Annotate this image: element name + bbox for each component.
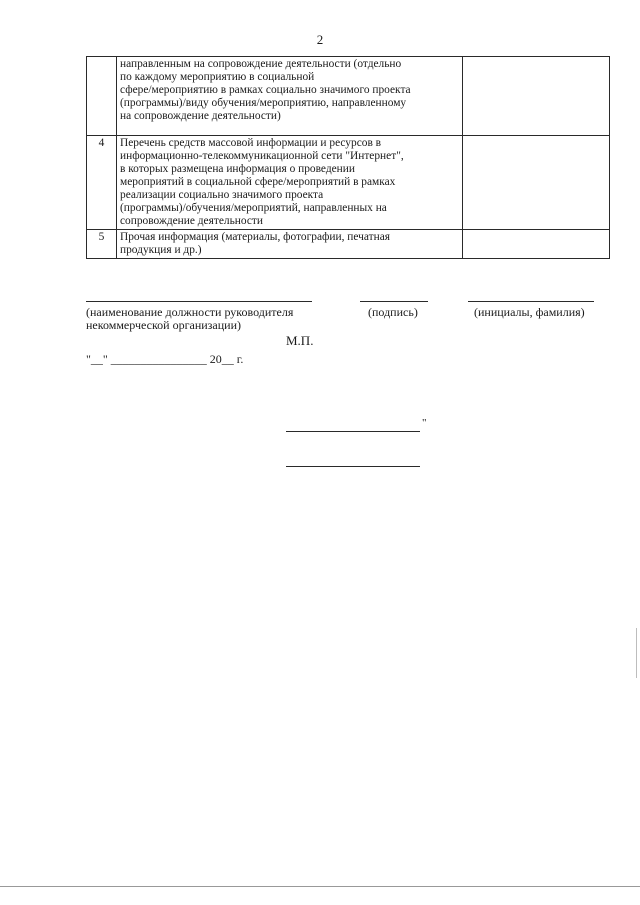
row-description (117, 57, 463, 136)
description-line: Прочая информация (материалы, фотографии, печатная (120, 231, 391, 243)
table-row (87, 136, 610, 230)
description-line: по каждому мероприятию в социальной (120, 71, 315, 83)
page-number: 2 (316, 32, 324, 47)
row-value-cell (463, 136, 610, 230)
row-value-cell (463, 230, 610, 259)
row-description (117, 136, 463, 230)
description-line: продукция и др.) (120, 244, 202, 256)
description-line: направленным на сопровождение деятельности (отдельно (120, 58, 402, 70)
row-description (117, 230, 463, 259)
row-number: 5 (87, 230, 117, 259)
description-line: Перечень средств массовой информации и ресурсов в (120, 137, 382, 149)
table-row (87, 230, 610, 259)
blank-line (286, 466, 420, 467)
description-line: в которых размещена информация о проведении (120, 163, 355, 175)
quote-mark: " (422, 417, 427, 429)
scan-margin-mark (636, 628, 637, 678)
stamp-placeholder: М.П. (286, 333, 314, 348)
signature-line (360, 301, 428, 302)
name-signature-line (468, 301, 594, 302)
scan-bottom-edge (0, 886, 640, 887)
description-line: сфере/мероприятию в рамках социально значимого проекта (120, 84, 411, 96)
blank-line (286, 431, 420, 432)
position-label: (наименование должности руководителя (86, 305, 294, 319)
row-value-cell (463, 57, 610, 136)
description-line: мероприятий в социальной сфере/мероприятий в рамках (120, 176, 396, 188)
position-signature-line (86, 301, 312, 302)
description-line: реализации социально значимого проекта (120, 189, 324, 201)
description-line: (программы)/обучения/мероприятий, направленных на (120, 202, 387, 214)
description-line: на сопровождение деятельности) (120, 110, 281, 122)
organization-label: некоммерческой организации) (86, 318, 242, 332)
description-line: (программы)/виду обучения/мероприятию, направленному (120, 97, 407, 109)
description-line: сопровождение деятельности (120, 215, 263, 227)
date-field: "__" ________________ 20__ г. (86, 352, 244, 366)
report-table (86, 56, 610, 259)
row-number (87, 57, 117, 136)
name-label: (инициалы, фамилия) (474, 305, 585, 319)
row-number: 4 (87, 136, 117, 230)
signature-label: (подпись) (368, 305, 418, 319)
description-line: информационно-телекоммуникационной сети "Интернет", (120, 150, 404, 162)
table-row (87, 57, 610, 136)
